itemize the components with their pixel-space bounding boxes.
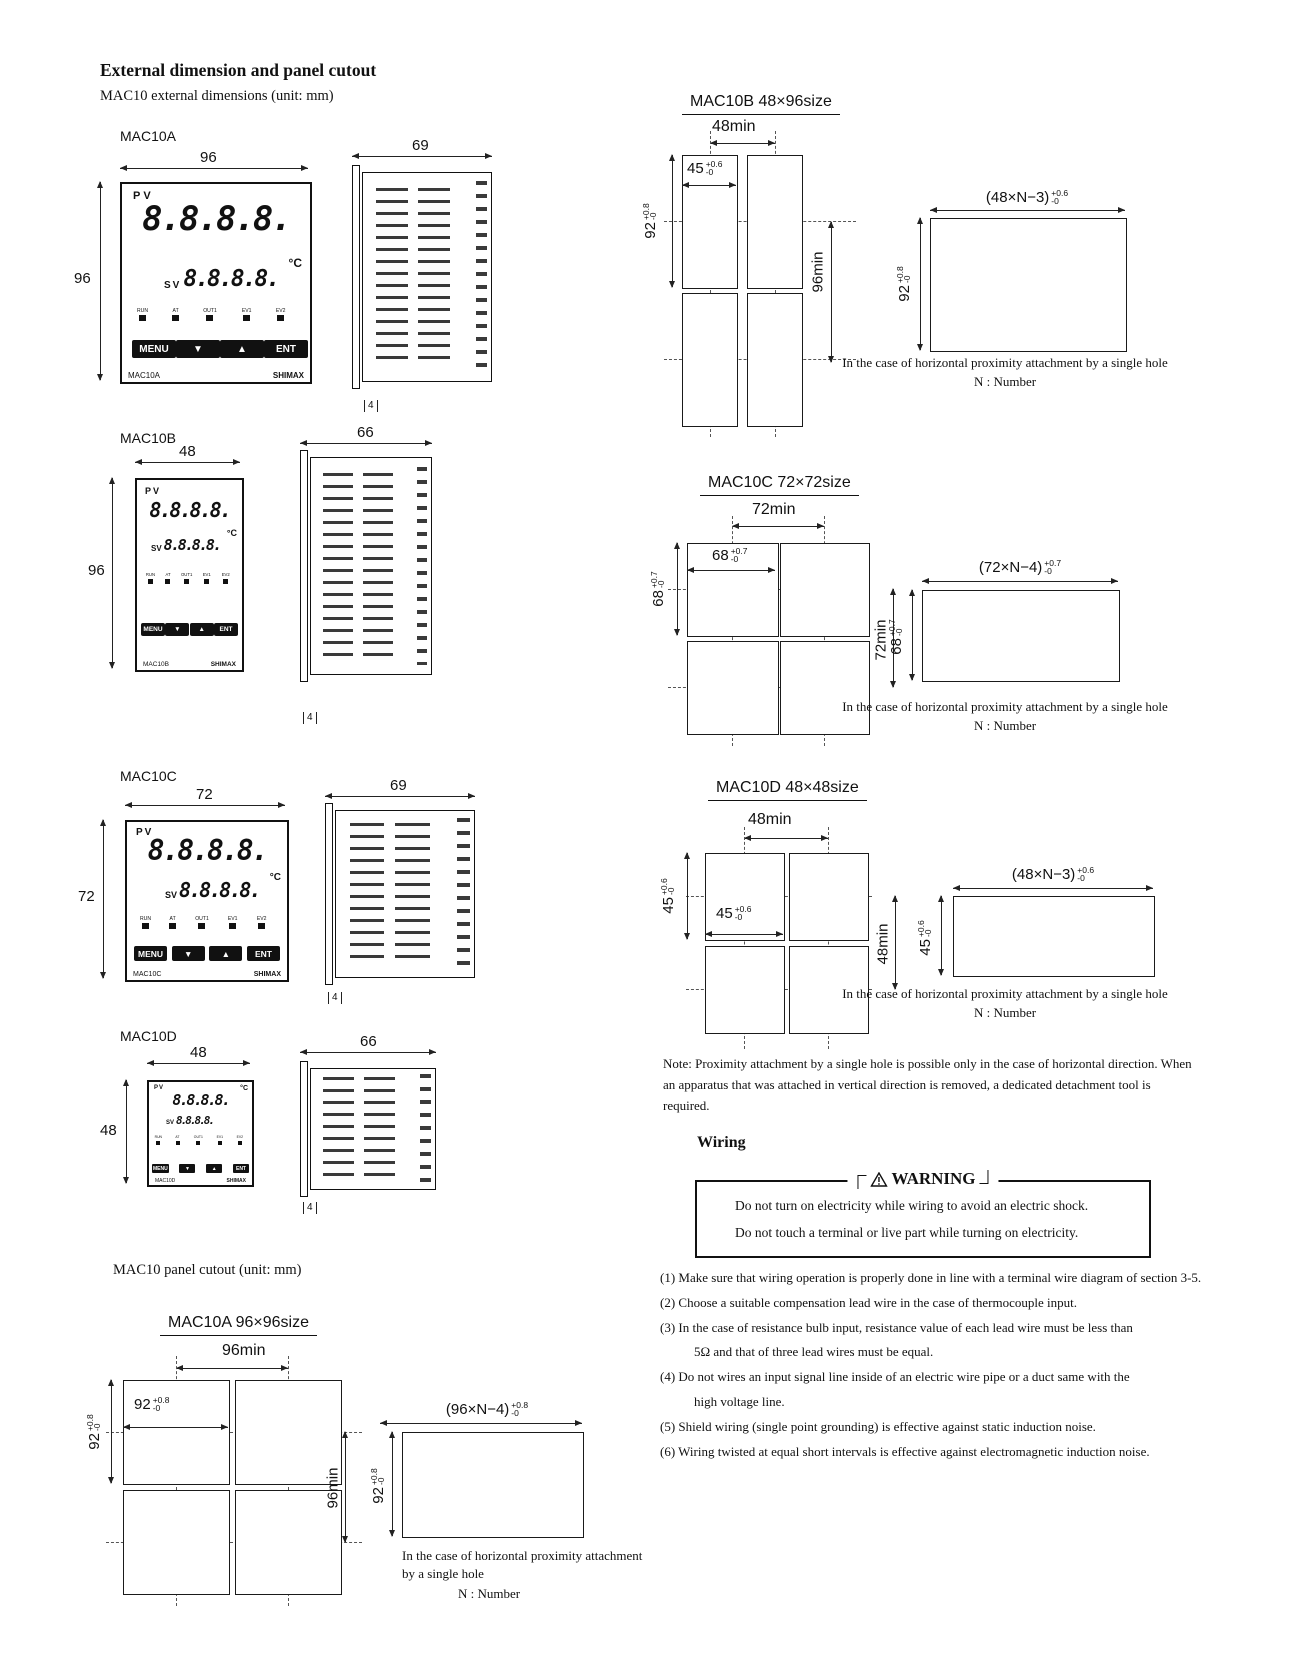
led: [172, 315, 179, 321]
menu-button[interactable]: MENU: [141, 623, 165, 636]
pitch-v-dim: 96min: [324, 1467, 341, 1509]
vent-slots: [364, 1077, 395, 1180]
device-label: MAC10A: [120, 128, 177, 144]
device-side-view: [300, 1068, 436, 1190]
dimension-arrow: [677, 543, 678, 635]
pitch-v-dim: 72min: [872, 619, 889, 661]
down-button[interactable]: ▼: [176, 340, 220, 358]
pv-display: 8.8.8.8.: [149, 498, 230, 522]
sv-display: 8.8.8.8.: [179, 878, 260, 902]
device-front-panel: [135, 478, 244, 672]
indicator-ev2: EV2: [221, 572, 230, 584]
wiring-heading: Wiring: [697, 1134, 746, 1151]
tolerance: +0.6 -0: [915, 920, 933, 938]
dimension-arrow: [103, 820, 104, 978]
tolerance: +0.6 -0: [1051, 188, 1069, 206]
indicator-at: AT: [169, 916, 176, 929]
gang-formula-dim: (48×N−3) +0.6 -0: [1011, 865, 1095, 883]
led: [139, 315, 146, 321]
page-title: External dimension and panel cutout: [100, 60, 377, 80]
tolerance: +0.8 -0: [152, 1395, 170, 1413]
vent-slots: [323, 473, 353, 659]
vent-slots: [376, 188, 408, 367]
terminal-screws: [420, 1074, 431, 1184]
model-name: MAC10D: [155, 1178, 176, 1184]
corner-bracket-left-icon: [857, 1175, 866, 1189]
pitch-h-dim: 72min: [752, 501, 796, 518]
indicator-at: AT: [165, 572, 171, 584]
indicator-ev1: EV1: [241, 308, 252, 321]
indicator-row: [145, 572, 230, 584]
depth-dim: 66: [360, 1033, 377, 1050]
depth-dim: 69: [390, 777, 407, 794]
led: [142, 923, 149, 929]
up-button[interactable]: ▲: [220, 340, 264, 358]
gang-height-dim: 92 +0.8 -0: [894, 266, 913, 302]
led: [238, 1141, 242, 1145]
dimension-arrow: [120, 168, 308, 169]
warning-triangle-icon: [870, 1172, 887, 1187]
device-front-panel: [120, 182, 312, 384]
led: [206, 315, 213, 321]
pv-display: 8.8.8.8.: [142, 199, 290, 239]
sv-label: SV: [165, 890, 178, 900]
gang-cutout-hole: [922, 590, 1120, 682]
device-label: MAC10D: [120, 1028, 177, 1044]
brand-logo: SHIMAX: [210, 661, 236, 668]
case-body: [310, 457, 432, 675]
n-number-note: N : Number: [973, 718, 1037, 733]
vent-slots: [323, 1077, 354, 1180]
tolerance: +0.8 -0: [368, 1468, 386, 1486]
front-width-dim: 48: [190, 1044, 207, 1061]
dimension-arrow: [710, 143, 775, 144]
tolerance: +0.8 -0: [640, 203, 658, 221]
sv-label: SV: [166, 1120, 175, 1126]
dimension-arrow: [895, 896, 896, 989]
wiring-item: (6) Wiring twisted at equal short intervals is effective against electromagnetic induction noise.: [660, 1443, 1150, 1459]
celsius-label: °C: [269, 872, 281, 883]
gang-cutout-hole: [930, 218, 1127, 352]
hole-height-dim: 92 +0.8 -0: [640, 203, 659, 239]
depth-dim: 69: [412, 137, 429, 154]
pv-label: PV: [145, 486, 162, 496]
dimension-arrow: [687, 853, 688, 939]
model-name: MAC10A: [128, 371, 161, 380]
device-side-view: [352, 172, 492, 382]
gang-height-dim: 45 +0.6 -0: [915, 920, 934, 956]
down-button[interactable]: ▼: [179, 1164, 195, 1173]
dimension-arrow: [111, 1380, 112, 1483]
cutout-section-heading: MAC10 panel cutout (unit: mm): [113, 1262, 302, 1278]
led: [198, 923, 205, 929]
led: [196, 1141, 200, 1145]
dimension-arrow: [953, 888, 1153, 889]
gang-height-dim: 68 +0.7 -0: [886, 619, 905, 655]
led: [148, 579, 153, 584]
indicator-run: RUN: [154, 1134, 163, 1145]
led: [165, 579, 170, 584]
down-button[interactable]: ▼: [172, 946, 205, 961]
device-side-view: [325, 810, 475, 978]
pv-display: 8.8.8.8.: [172, 1091, 229, 1109]
pitch-h-dim: 48min: [712, 118, 756, 135]
dimension-arrow: [325, 796, 475, 797]
ent-button[interactable]: ENT: [264, 340, 308, 358]
pv-label: PV: [154, 1085, 165, 1091]
bezel-depth-dim: 4: [303, 1202, 317, 1214]
tolerance: +0.6 -0: [1077, 865, 1095, 883]
n-number-note: N : Number: [458, 1586, 521, 1601]
terminal-screws: [476, 181, 488, 372]
menu-button[interactable]: MENU: [153, 1165, 168, 1172]
hole-width-dim: 45 +0.6 -0: [716, 904, 752, 922]
vent-slots: [418, 188, 450, 367]
indicator-out1: OUT1: [202, 308, 218, 321]
pv-label: PV: [133, 190, 154, 202]
device-front-panel: [125, 820, 289, 982]
tolerance: +0.8 -0: [511, 1400, 529, 1418]
dimension-arrow: [135, 462, 240, 463]
celsius-label: °C: [288, 256, 302, 270]
sv-label: SV: [164, 280, 182, 291]
hole-width-dim: 45 +0.6 -0: [687, 159, 723, 177]
dimension-arrow: [100, 182, 101, 380]
ent-button[interactable]: ENT: [247, 946, 280, 961]
dimension-arrow: [705, 934, 783, 935]
proximity-note: Note: Proximity attachment by a single hole is possible only in the case of horizontal direction. When an apparatus that was attached in vertical direction is removed, a dedicated detachment tool is required.: [663, 1056, 1192, 1113]
n-number-note: N : Number: [973, 374, 1037, 389]
front-height-dim: 72: [78, 888, 95, 905]
up-button[interactable]: ▲: [190, 623, 214, 636]
button-row: [132, 340, 300, 358]
dimension-arrow: [112, 478, 113, 668]
down-button[interactable]: ▼: [165, 623, 189, 636]
gang-height-dim: 92 +0.8 -0: [368, 1468, 387, 1504]
gang-cutout-hole: [953, 896, 1155, 977]
corner-bracket-right-icon: [980, 1170, 989, 1184]
dimension-arrow: [126, 1080, 127, 1183]
celsius-label: °C: [226, 528, 237, 538]
tolerance: +0.8 -0: [894, 266, 912, 284]
led: [156, 1141, 160, 1145]
menu-button[interactable]: MENU: [134, 946, 167, 961]
bezel-flange: [300, 450, 308, 682]
dimension-arrow: [176, 1368, 288, 1369]
ent-button[interactable]: ENT: [233, 1164, 249, 1173]
led: [243, 315, 250, 321]
tolerance: +0.6 -0: [734, 904, 752, 922]
pitch-h-dim: 48min: [748, 811, 792, 828]
wiring-item: (2) Choose a suitable compensation lead wire in the case of thermocouple input.: [660, 1294, 1077, 1310]
indicator-out1: OUT1: [193, 1134, 204, 1145]
up-button[interactable]: ▲: [206, 1164, 222, 1173]
dimension-arrow: [732, 526, 824, 527]
cutout-caption: In the case of horizontal proximity attachment by a single hole: [842, 699, 1168, 714]
dimension-arrow: [345, 1432, 346, 1542]
pv-display: 8.8.8.8.: [147, 834, 267, 867]
pitch-v-dim: 96min: [809, 251, 826, 293]
device-label: MAC10B: [120, 430, 177, 446]
wiring-item: (5) Shield wiring (single point grounding) is effective against static induction noise.: [660, 1418, 1096, 1434]
led: [218, 1141, 222, 1145]
hole-height-dim: 68 +0.7 -0: [648, 571, 667, 607]
wiring-item: (3) In the case of resistance bulb input, resistance value of each lead wire must be less than: [660, 1319, 1133, 1335]
brand-logo: SHIMAX: [253, 971, 281, 978]
celsius-label: °C: [240, 1085, 248, 1092]
dimension-arrow: [125, 805, 285, 806]
indicator-ev2: EV2: [256, 916, 267, 929]
bezel-flange: [352, 165, 360, 389]
bezel-flange: [325, 803, 333, 985]
indicator-ev1: EV1: [216, 1134, 224, 1145]
hole-width-dim: 92 +0.8 -0: [134, 1395, 170, 1413]
indicator-ev2: EV2: [275, 308, 286, 321]
wiring-item-continuation: 5Ω and that of three lead wires must be equal.: [694, 1344, 934, 1360]
dimension-arrow: [941, 896, 942, 975]
tolerance: +0.7 -0: [730, 546, 748, 564]
warning-line: Do not turn on electricity while wiring to avoid an electric shock.: [735, 1198, 1089, 1213]
indicator-out1: OUT1: [180, 572, 193, 584]
device-label: MAC10C: [120, 768, 177, 784]
gang-cutout-hole: [402, 1432, 584, 1538]
dimension-arrow: [687, 570, 775, 571]
sv-display: 8.8.8.8.: [183, 266, 279, 292]
front-height-dim: 48: [100, 1122, 117, 1139]
dimension-arrow: [831, 222, 832, 362]
panel-cutout-hole: [780, 543, 870, 637]
indicator-run: RUN: [139, 916, 152, 929]
bezel-depth-dim: 4: [303, 712, 317, 724]
tolerance: +0.7 -0: [1044, 558, 1062, 576]
sv-display: 8.8.8.8.: [163, 536, 220, 554]
wiring-instructions: [660, 1268, 1205, 1466]
sv-display: 8.8.8.8.: [176, 1114, 213, 1127]
gang-formula-dim: (48×N−3) +0.6 -0: [985, 188, 1069, 206]
bezel-depth-dim: 4: [364, 400, 378, 412]
dimension-arrow: [744, 838, 828, 839]
indicator-row: [136, 308, 286, 321]
dimension-arrow: [672, 155, 673, 287]
wiring-item: (1) Make sure that wiring operation is properly done in line with a terminal wire diagram of section 3-5.: [660, 1270, 1202, 1285]
button-row: [134, 946, 280, 961]
tolerance: +0.7 -0: [648, 571, 666, 589]
sv-label: SV: [151, 544, 162, 553]
button-row: [141, 623, 238, 636]
led: [229, 923, 236, 929]
gang-formula-dim: (72×N−4) +0.7 -0: [978, 558, 1062, 576]
n-number-note: N : Number: [973, 1005, 1037, 1020]
dimension-arrow: [920, 218, 921, 350]
indicator-ev1: EV1: [227, 916, 238, 929]
led: [176, 1141, 180, 1145]
indicator-out1: OUT1: [194, 916, 210, 929]
tolerance: +0.8 -0: [84, 1414, 102, 1432]
dimension-arrow: [147, 1063, 250, 1064]
model-name: MAC10C: [133, 971, 162, 978]
depth-dim: 66: [357, 424, 374, 441]
led: [223, 579, 228, 584]
menu-button[interactable]: MENU: [132, 340, 176, 358]
panel-cutout-hole: [747, 155, 803, 289]
wiring-item: (4) Do not wires an input signal line inside of an electric wire pipe or a duct same with the: [660, 1369, 1130, 1385]
tolerance: +0.6 -0: [658, 878, 676, 896]
indicator-run: RUN: [136, 308, 149, 321]
front-height-dim: 96: [74, 270, 91, 287]
indicator-run: RUN: [145, 572, 156, 584]
indicator-row: [139, 916, 267, 929]
pitch-h-dim: 96min: [222, 1342, 266, 1359]
dimension-arrow: [912, 590, 913, 680]
dimension-arrow: [930, 210, 1125, 211]
led: [184, 579, 189, 584]
dimension-arrow: [392, 1432, 393, 1536]
panel-cutout-hole: [123, 1490, 230, 1595]
case-body: [362, 172, 492, 382]
front-width-dim: 72: [196, 786, 213, 803]
warning-box: [695, 1169, 1151, 1258]
tolerance: +0.6 -0: [705, 159, 723, 177]
button-row: [152, 1164, 249, 1173]
up-button[interactable]: ▲: [209, 946, 242, 961]
front-height-dim: 96: [88, 562, 105, 579]
device-side-view: [300, 457, 432, 675]
led: [258, 923, 265, 929]
bezel-depth-dim: 4: [328, 992, 342, 1004]
brand-logo: SHIMAX: [226, 1178, 246, 1184]
vent-slots: [350, 823, 385, 966]
dimension-arrow: [300, 443, 432, 444]
dimension-arrow: [300, 1052, 436, 1053]
warning-title-text: WARNING: [891, 1169, 976, 1188]
panel-cutout-hole: [705, 853, 785, 941]
terminal-screws: [457, 818, 469, 971]
vent-slots: [363, 473, 393, 659]
pitch-v-dim: 48min: [874, 923, 891, 965]
hole-height-dim: 45 +0.6 -0: [658, 878, 677, 914]
tolerance: +0.7 -0: [886, 619, 904, 637]
cutout-title: MAC10A 96×96size: [160, 1314, 317, 1336]
panel-cutout-hole: [682, 293, 738, 427]
terminal-screws: [417, 467, 428, 666]
bezel-flange: [300, 1061, 308, 1197]
hole-width-dim: 68 +0.7 -0: [712, 546, 748, 564]
cutout-title: MAC10B 48×96size: [682, 93, 840, 115]
case-body: [310, 1068, 436, 1190]
dimension-arrow: [380, 1423, 582, 1424]
pv-label: PV: [136, 827, 154, 838]
model-name: MAC10B: [143, 661, 170, 668]
page-subtitle: MAC10 external dimensions (unit: mm): [100, 88, 334, 104]
hole-height-dim: 92 +0.8 -0: [84, 1414, 103, 1450]
cutout-title: MAC10C 72×72size: [700, 474, 859, 496]
warning-title: [847, 1169, 998, 1189]
led: [277, 315, 284, 321]
indicator-at: AT: [175, 1134, 180, 1145]
panel-cutout-hole: [687, 641, 779, 735]
wiring-item-continuation: high voltage line.: [694, 1393, 785, 1409]
brand-logo: SHIMAX: [272, 371, 304, 380]
front-width-dim: 96: [200, 149, 217, 166]
cutout-caption: In the case of horizontal proximity attachment by a single hole: [842, 355, 1168, 370]
gang-formula-dim: (96×N−4) +0.8 -0: [445, 1400, 529, 1418]
cutout-title: MAC10D 48×48size: [708, 779, 867, 801]
dimension-arrow: [123, 1427, 228, 1428]
device-front-panel: [147, 1080, 254, 1187]
case-body: [335, 810, 475, 978]
led: [169, 923, 176, 929]
indicator-ev2: EV2: [236, 1134, 244, 1145]
warning-line: Do not touch a terminal or live part while turning on electricity.: [735, 1225, 1079, 1240]
dimension-arrow: [352, 156, 492, 157]
dimension-arrow: [922, 581, 1118, 582]
ent-button[interactable]: ENT: [214, 623, 238, 636]
indicator-at: AT: [172, 308, 179, 321]
front-width-dim: 48: [179, 443, 196, 460]
led: [204, 579, 209, 584]
cutout-caption: In the case of horizontal proximity attachment by a single hole: [842, 986, 1168, 1001]
dimension-arrow: [682, 185, 736, 186]
cutout-caption: In the case of horizontal proximity attachment: [402, 1548, 643, 1563]
indicator-row: [154, 1134, 244, 1145]
indicator-ev1: EV1: [202, 572, 211, 584]
panel-cutout-hole: [747, 293, 803, 427]
vent-slots: [395, 823, 430, 966]
panel-cutout-hole: [789, 853, 869, 941]
panel-cutout-hole: [705, 946, 785, 1034]
cutout-caption-line2: by a single hole: [402, 1566, 484, 1581]
